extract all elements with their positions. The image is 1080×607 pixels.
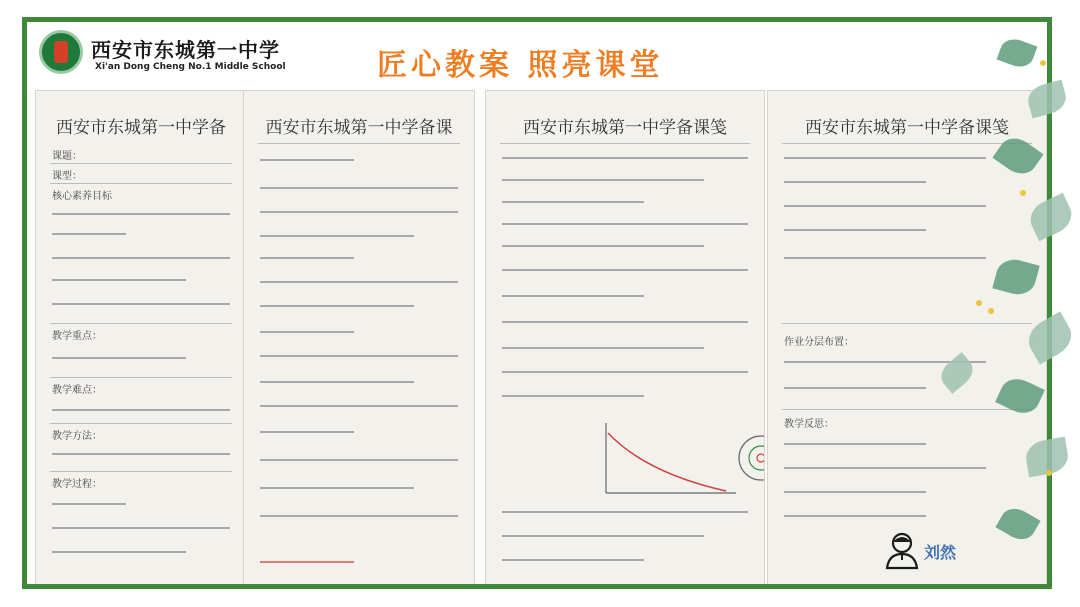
handwriting [502, 269, 748, 271]
handwriting [502, 179, 704, 181]
handwriting [260, 355, 458, 357]
handwriting [502, 321, 748, 323]
rule [258, 143, 460, 144]
header-banner [27, 22, 1047, 92]
rule [50, 323, 232, 324]
handwriting [52, 213, 230, 215]
rule [50, 163, 232, 164]
rule [50, 471, 232, 472]
handwriting [502, 201, 644, 203]
sheet-title: 西安市东城第一中学备 [56, 118, 226, 138]
handwriting [502, 511, 748, 513]
handwriting [52, 453, 230, 455]
handwriting [52, 503, 126, 505]
handwriting [502, 223, 748, 225]
field-label-difficulties: 教学难点： [52, 385, 102, 396]
school-name-cn: 西安市东城第一中学 [91, 38, 280, 62]
handwriting [502, 535, 704, 537]
handwriting [502, 347, 704, 349]
handwriting [260, 211, 458, 213]
field-label-key-points: 教学重点： [52, 331, 102, 342]
rule [500, 143, 750, 144]
handwriting [784, 467, 986, 469]
field-label-process: 教学过程： [52, 479, 102, 490]
rule [50, 377, 232, 378]
handwriting [52, 257, 230, 259]
handwriting [502, 395, 644, 397]
field-label-methods: 教学方法： [52, 431, 102, 442]
diagram-sketch [596, 413, 765, 503]
handwriting [52, 303, 230, 305]
handwriting [260, 187, 458, 189]
sheet-title: 西安市东城第一中学备课 [265, 118, 453, 138]
handwriting [260, 515, 458, 517]
handwriting [260, 159, 354, 161]
teacher-avatar-icon [884, 530, 920, 570]
handwriting [784, 491, 926, 493]
flower-icon [1020, 190, 1026, 196]
handwriting [784, 443, 926, 445]
handwriting [52, 279, 186, 281]
flower-icon [1040, 60, 1046, 66]
rule [50, 423, 232, 424]
teacher-name: 刘然 [924, 543, 957, 562]
handwriting [784, 157, 986, 159]
handwriting [260, 235, 414, 237]
school-logo-icon [39, 30, 83, 74]
slogan: 匠心教案 照亮课堂 [377, 48, 664, 83]
flower-icon [976, 300, 982, 306]
sheet-title: 西安市东城第一中学备课笺 [805, 118, 1009, 138]
flower-icon [1046, 470, 1052, 476]
handwriting [260, 331, 354, 333]
handwriting [502, 245, 704, 247]
handwriting [52, 233, 126, 235]
lesson-plan-sheet-2 [243, 90, 475, 589]
handwriting [52, 357, 186, 359]
handwriting [784, 229, 926, 231]
handwriting [260, 281, 458, 283]
handwriting [784, 205, 986, 207]
school-name-en: Xi'an Dong Cheng No.1 Middle School [95, 62, 286, 72]
lesson-plan-sheet-3 [485, 90, 765, 589]
rule [782, 409, 1032, 410]
handwriting [784, 515, 926, 517]
handwriting [502, 559, 644, 561]
field-label-topic: 课题： [52, 151, 82, 162]
handwriting [260, 305, 414, 307]
handwriting [260, 257, 354, 259]
sheet-title: 西安市东城第一中学备课笺 [523, 118, 727, 138]
handwriting [260, 431, 354, 433]
poster-frame [22, 17, 1052, 589]
handwriting [502, 295, 644, 297]
handwriting [260, 381, 414, 383]
handwriting [784, 181, 926, 183]
handwriting-red [260, 561, 354, 563]
lesson-plan-sheet-1 [35, 90, 247, 589]
handwriting [52, 409, 230, 411]
handwriting [52, 551, 186, 553]
handwriting [260, 405, 458, 407]
rule [782, 143, 1032, 144]
field-label-goals: 核心素养目标 [52, 191, 112, 202]
rule [50, 183, 232, 184]
field-label-type: 课型： [52, 171, 82, 182]
handwriting [784, 387, 926, 389]
field-label-homework: 作业分层布置： [784, 337, 854, 348]
handwriting [502, 157, 748, 159]
handwriting [502, 371, 748, 373]
rule [782, 323, 1032, 324]
field-label-reflection: 教学反思： [784, 419, 834, 430]
flower-icon [988, 308, 994, 314]
handwriting [784, 257, 986, 259]
handwriting [260, 487, 414, 489]
handwriting [52, 527, 230, 529]
handwriting [260, 459, 458, 461]
